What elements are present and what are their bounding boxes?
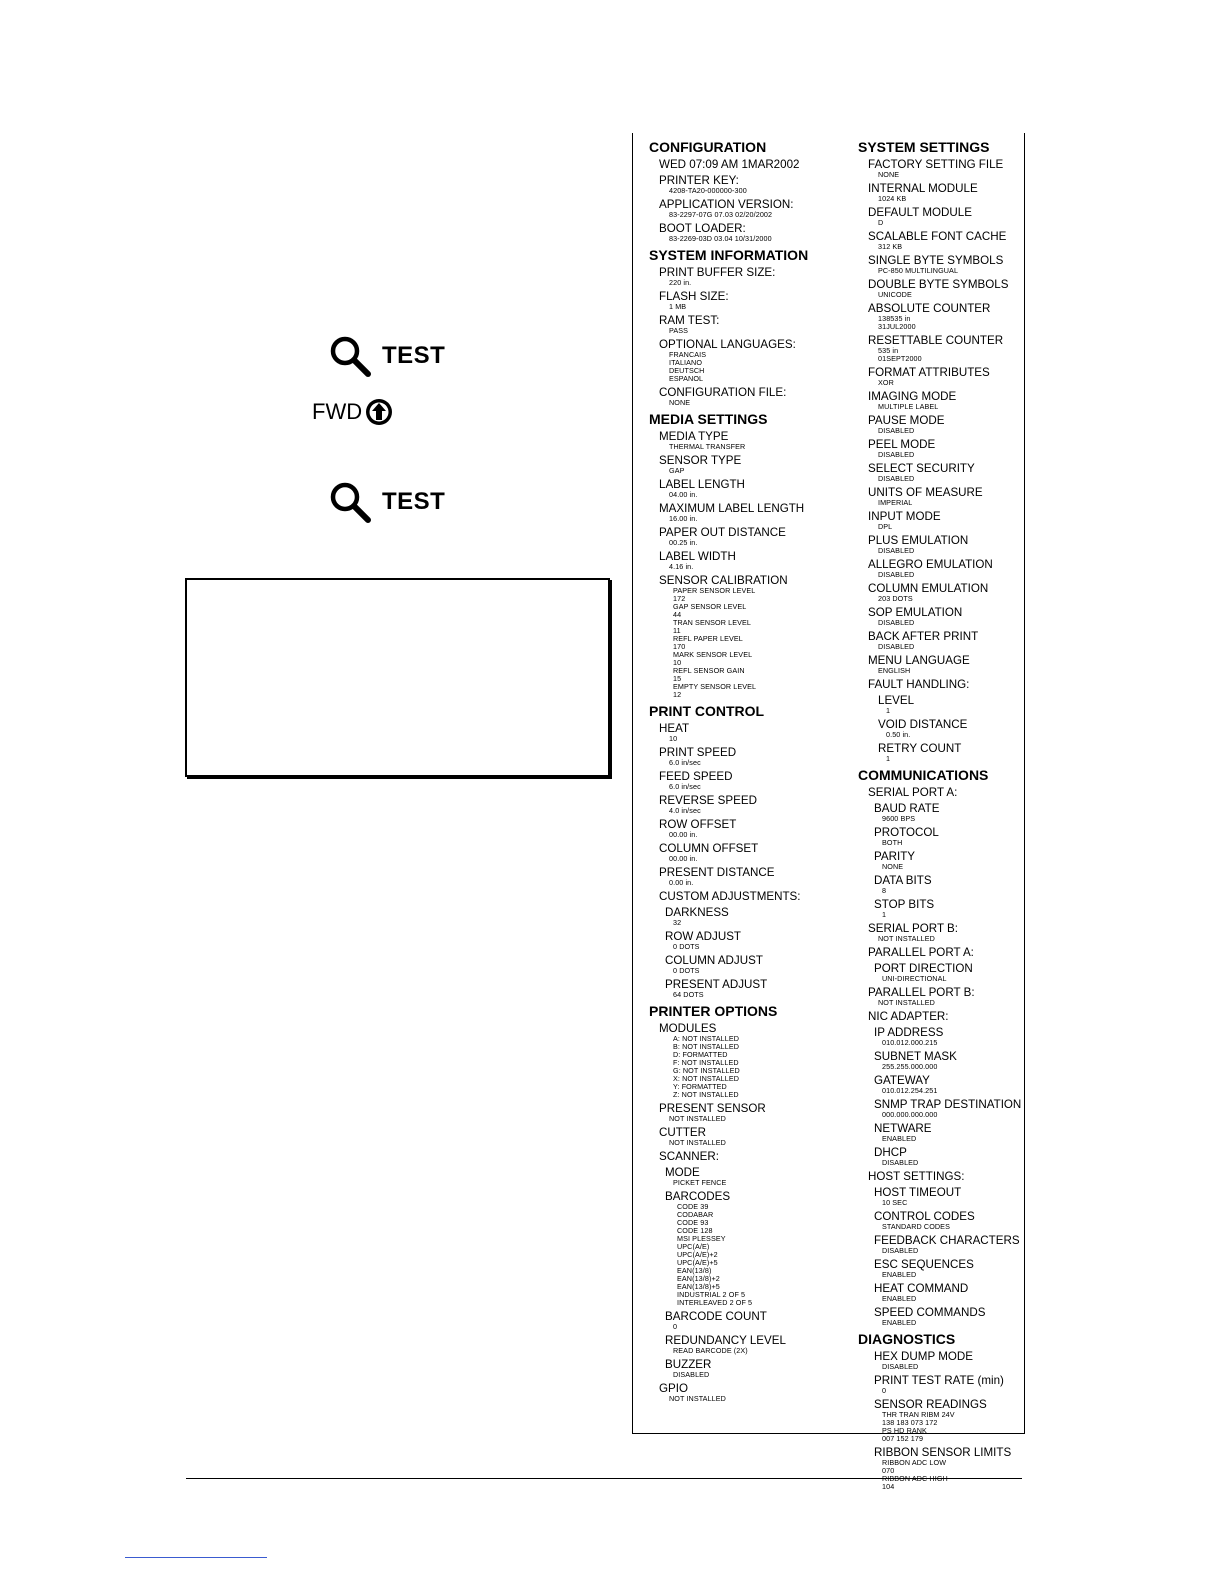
setting-value: 01SEPT2000	[878, 354, 922, 363]
setting-value: IMPERIAL	[878, 498, 913, 507]
setting-value: 535 in	[878, 346, 899, 355]
setting-value: 10	[673, 658, 682, 667]
setting-label: DHCP	[874, 1146, 907, 1159]
setting-label: FORMAT ATTRIBUTES	[868, 366, 990, 379]
setting-value: NOT INSTALLED	[669, 1138, 726, 1147]
setting-label: INTERNAL MODULE	[868, 182, 978, 195]
section-heading: COMMUNICATIONS	[858, 767, 989, 783]
setting-value: 172	[673, 594, 686, 603]
setting-label: RETRY COUNT	[878, 742, 962, 755]
section-heading: DIAGNOSTICS	[858, 1331, 956, 1347]
setting-label: PRESENT SENSOR	[659, 1102, 766, 1115]
setting-value: 16.00 in.	[669, 514, 698, 523]
setting-value: Y: FORMATTED	[673, 1082, 727, 1091]
setting-value: NONE	[669, 398, 691, 407]
setting-value: STANDARD CODES	[882, 1222, 950, 1231]
setting-value: EAN(13/8)+2	[677, 1274, 720, 1283]
setting-value: F: NOT INSTALLED	[673, 1058, 739, 1067]
section-heading: MEDIA SETTINGS	[649, 411, 768, 427]
setting-value: UNI-DIRECTIONAL	[882, 974, 947, 983]
setting-value: READ BARCODE (2X)	[673, 1346, 748, 1355]
setting-value: REFL SENSOR GAIN	[673, 666, 745, 675]
setting-value: 4.16 in.	[669, 562, 694, 571]
setting-value: NOT INSTALLED	[669, 1394, 726, 1403]
test-key-row-2	[328, 480, 445, 524]
setting-label: SCANNER:	[659, 1150, 719, 1163]
setting-label: BARCODE COUNT	[665, 1310, 767, 1323]
setting-label: NETWARE	[874, 1122, 932, 1135]
setting-value: 32	[673, 918, 682, 927]
setting-value: 070	[882, 1466, 895, 1475]
section-heading: CONFIGURATION	[649, 139, 767, 155]
setting-label: SOP EMULATION	[868, 606, 963, 619]
setting-value: 203 DOTS	[878, 594, 913, 603]
setting-value: CODE 93	[677, 1218, 709, 1227]
setting-label: HOST SETTINGS:	[868, 1170, 965, 1183]
setting-value: 04.00 in.	[669, 490, 698, 499]
setting-value: NOT INSTALLED	[669, 1114, 726, 1123]
setting-label: SERIAL PORT A:	[868, 786, 958, 799]
setting-value: FRANCAIS	[669, 350, 707, 359]
setting-label: MEDIA TYPE	[659, 430, 729, 443]
setting-label: SUBNET MASK	[874, 1050, 957, 1063]
setting-label: PROTOCOL	[874, 826, 939, 839]
setting-label: CONTROL CODES	[874, 1210, 975, 1223]
setting-value: CODE 39	[677, 1202, 709, 1211]
setting-value: MSI PLESSEY	[677, 1234, 726, 1243]
setting-value: NOT INSTALLED	[878, 934, 935, 943]
setting-label: CUTTER	[659, 1126, 707, 1139]
setting-value: 83-2269-03D 03.04 10/31/2000	[669, 234, 772, 243]
setting-label: UNITS OF MEASURE	[868, 486, 983, 499]
setting-label: DOUBLE BYTE SYMBOLS	[868, 278, 1009, 291]
setting-value: ITALIANO	[669, 358, 703, 367]
setting-label: MAXIMUM LABEL LENGTH	[659, 502, 805, 515]
setting-label: PRINT TEST RATE (min)	[874, 1374, 1004, 1387]
setting-label: RIBBON SENSOR LIMITS	[874, 1446, 1012, 1459]
setting-value: DISABLED	[878, 546, 915, 555]
setting-value: 83-2297-07G 07.03 02/20/2002	[669, 210, 773, 219]
setting-label: SCALABLE FONT CACHE	[868, 230, 1007, 243]
setting-value: ESPANOL	[669, 374, 704, 383]
setting-value: 12	[673, 690, 682, 699]
setting-label: STOP BITS	[874, 898, 935, 911]
setting-label: GPIO	[659, 1382, 688, 1395]
setting-value: RIBBON ADC HIGH	[882, 1474, 948, 1483]
setting-value: INTERLEAVED 2 OF 5	[677, 1298, 753, 1307]
setting-value: 15	[673, 674, 682, 683]
setting-value: 10	[669, 734, 678, 743]
printout-column-left	[649, 133, 839, 1403]
setting-label: FEEDBACK CHARACTERS	[874, 1234, 1020, 1247]
setting-value: DEUTSCH	[669, 366, 705, 375]
setting-value: ENABLED	[882, 1294, 917, 1303]
setting-label: COLUMN ADJUST	[665, 954, 763, 967]
setting-label: RESETTABLE COUNTER	[868, 334, 1004, 347]
setting-label: SELECT SECURITY	[868, 462, 975, 475]
test-key-row-1	[328, 334, 445, 378]
setting-value: DISABLED	[878, 570, 915, 579]
setting-label: SENSOR TYPE	[659, 454, 742, 467]
setting-label: VOID DISTANCE	[878, 718, 968, 731]
section-heading: SYSTEM INFORMATION	[649, 247, 809, 263]
setting-value: DISABLED	[882, 1362, 919, 1371]
setting-value: 44	[673, 610, 682, 619]
setting-value: 1	[882, 910, 887, 919]
setting-value: DPL	[878, 522, 893, 531]
setting-value: 010.012.254.251	[882, 1086, 938, 1095]
section-heading: PRINTER OPTIONS	[649, 1003, 778, 1019]
setting-value: CODE 128	[677, 1226, 713, 1235]
setting-label: BUZZER	[665, 1358, 712, 1371]
setting-value: 00.25 in.	[669, 538, 698, 547]
setting-value: REFL PAPER LEVEL	[673, 634, 743, 643]
setting-label: REDUNDANCY LEVEL	[665, 1334, 786, 1347]
setting-label: FLASH SIZE:	[659, 290, 729, 303]
setting-value: GAP SENSOR LEVEL	[673, 602, 747, 611]
setting-label: DEFAULT MODULE	[868, 206, 972, 219]
setting-value: UPC(A/E)+2	[677, 1250, 718, 1259]
setting-label: FACTORY SETTING FILE	[868, 158, 1004, 171]
setting-value: MARK SENSOR LEVEL	[673, 650, 753, 659]
setting-label: DATA BITS	[874, 874, 932, 887]
setting-label: SENSOR CALIBRATION	[659, 574, 788, 587]
setting-value: MULTIPLE LABEL	[878, 402, 939, 411]
setting-label: BARCODES	[665, 1190, 731, 1203]
setting-value: GAP	[669, 466, 685, 475]
setting-value: 9600 BPS	[882, 814, 916, 823]
setting-value: A: NOT INSTALLED	[673, 1034, 740, 1043]
setting-value: 0 DOTS	[673, 966, 700, 975]
setting-label: BAUD RATE	[874, 802, 940, 815]
setting-value: 4208-TA20-000000-300	[669, 186, 747, 195]
setting-value: 4.0 in/sec	[669, 806, 701, 815]
setting-label: HOST TIMEOUT	[874, 1186, 962, 1199]
setting-label: IMAGING MODE	[868, 390, 957, 403]
setting-label: NIC ADAPTER:	[868, 1010, 949, 1023]
setting-label: SERIAL PORT B:	[868, 922, 958, 935]
setting-value: D: FORMATTED	[673, 1050, 728, 1059]
setting-value: EMPTY SENSOR LEVEL	[673, 682, 757, 691]
setting-value: 0.50 in.	[886, 730, 911, 739]
setting-label: LABEL WIDTH	[659, 550, 736, 563]
setting-value: DISABLED	[878, 642, 915, 651]
setting-value: THERMAL TRANSFER	[669, 442, 746, 451]
setting-label: PRESENT ADJUST	[665, 978, 768, 991]
setting-label: CUSTOM ADJUSTMENTS:	[659, 890, 801, 903]
setting-label: FEED SPEED	[659, 770, 733, 783]
setting-label: APPLICATION VERSION:	[659, 198, 794, 211]
setting-value: 220 in.	[669, 278, 692, 287]
setting-label: REVERSE SPEED	[659, 794, 757, 807]
setting-label: MODE	[665, 1166, 700, 1179]
setting-value: 170	[673, 642, 686, 651]
setting-label: MENU LANGUAGE	[868, 654, 970, 667]
setting-value: B: NOT INSTALLED	[673, 1042, 740, 1051]
setting-value: 0.00 in.	[669, 878, 694, 887]
setting-value: 00.00 in.	[669, 854, 698, 863]
setting-value: 138 183 073 172	[882, 1418, 938, 1427]
setting-label: SINGLE BYTE SYMBOLS	[868, 254, 1004, 267]
section-heading: SYSTEM SETTINGS	[858, 139, 990, 155]
setting-label: PARITY	[874, 850, 916, 863]
setting-label: ROW OFFSET	[659, 818, 737, 831]
setting-label: GATEWAY	[874, 1074, 930, 1087]
printout-column-right	[858, 133, 1023, 1491]
setting-label: PARALLEL PORT B:	[868, 986, 975, 999]
setting-value: INDUSTRIAL 2 OF 5	[677, 1290, 746, 1299]
setting-value: 11	[673, 626, 681, 635]
setting-value: 31JUL2000	[878, 322, 916, 331]
setting-label: PRINT SPEED	[659, 746, 737, 759]
setting-label: INPUT MODE	[868, 510, 941, 523]
setting-value: 1	[886, 706, 891, 715]
note-box	[185, 578, 610, 777]
up-arrow-circle-icon	[364, 397, 394, 427]
setting-label: HEX DUMP MODE	[874, 1350, 973, 1363]
setting-value: 6.0 in/sec	[669, 782, 701, 791]
setting-value: 8	[882, 886, 887, 895]
magnifier-icon	[328, 480, 372, 524]
setting-value: 010.012.000.215	[882, 1038, 938, 1047]
setting-value: 007 152 179	[882, 1434, 924, 1443]
setting-value: 0 DOTS	[673, 942, 700, 951]
setting-label: SENSOR READINGS	[874, 1398, 987, 1411]
setting-value: 104	[882, 1482, 895, 1491]
setting-value: ENABLED	[882, 1318, 917, 1327]
setting-value: ENGLISH	[878, 666, 911, 675]
setting-label: LABEL LENGTH	[659, 478, 745, 491]
setting-label: MODULES	[659, 1022, 717, 1035]
setting-value: 255.255.000.000	[882, 1062, 938, 1071]
setting-value: 00.00 in.	[669, 830, 698, 839]
setting-value: 138535 in	[878, 314, 911, 323]
setting-value: DISABLED	[673, 1370, 710, 1379]
setting-label: LEVEL	[878, 694, 915, 707]
setting-label: HEAT	[659, 722, 690, 735]
setting-value: CODABAR	[677, 1210, 714, 1219]
section-heading: PRINT CONTROL	[649, 703, 765, 719]
setting-value: UPC(A/E)+5	[677, 1258, 718, 1267]
setting-label: PAPER OUT DISTANCE	[659, 526, 786, 539]
setting-value: 0	[673, 1322, 678, 1331]
setting-value: 0	[882, 1386, 887, 1395]
setting-label: PRESENT DISTANCE	[659, 866, 775, 879]
setting-label: BACK AFTER PRINT	[868, 630, 979, 643]
fwd-key-row	[312, 397, 394, 427]
setting-value: DISABLED	[878, 450, 915, 459]
footer-link-underline	[125, 1557, 267, 1558]
setting-value: DISABLED	[882, 1246, 919, 1255]
setting-label: DARKNESS	[665, 906, 729, 919]
magnifier-icon	[328, 334, 372, 378]
setting-value: RIBBON ADC LOW	[882, 1458, 947, 1467]
setting-value: 312 KB	[878, 242, 903, 251]
setting-label: IP ADDRESS	[874, 1026, 944, 1039]
setting-value: DISABLED	[882, 1158, 919, 1167]
setting-label: PAUSE MODE	[868, 414, 945, 427]
setting-label: COLUMN EMULATION	[868, 582, 989, 595]
test-key-label: TEST	[382, 488, 446, 515]
setting-value: 10 SEC	[882, 1198, 908, 1207]
configuration-printout	[632, 133, 1025, 1491]
setting-label: OPTIONAL LANGUAGES:	[659, 338, 796, 351]
setting-label: PRINT BUFFER SIZE:	[659, 266, 776, 279]
setting-value: D	[878, 218, 884, 227]
setting-value: BOTH	[882, 838, 903, 847]
setting-value: 64 DOTS	[673, 990, 704, 999]
setting-label: WED 07:09 AM 1MAR2002	[659, 158, 800, 171]
setting-label: PLUS EMULATION	[868, 534, 969, 547]
setting-value: 1	[886, 754, 891, 763]
setting-label: ESC SEQUENCES	[874, 1258, 974, 1271]
setting-label: SPEED COMMANDS	[874, 1306, 986, 1319]
setting-label: ALLEGRO EMULATION	[868, 558, 993, 571]
setting-label: ABSOLUTE COUNTER	[868, 302, 991, 315]
setting-label: CONFIGURATION FILE:	[659, 386, 787, 399]
setting-label: ROW ADJUST	[665, 930, 742, 943]
setting-value: G: NOT INSTALLED	[673, 1066, 740, 1075]
setting-label: COLUMN OFFSET	[659, 842, 759, 855]
setting-value: TRAN SENSOR LEVEL	[673, 618, 751, 627]
setting-label: PORT DIRECTION	[874, 962, 973, 975]
footer-rule	[186, 1478, 1022, 1479]
setting-value: EAN(13/8)	[677, 1266, 712, 1275]
setting-value: ENABLED	[882, 1134, 917, 1143]
setting-label: FAULT HANDLING:	[868, 678, 970, 691]
setting-value: DISABLED	[878, 474, 915, 483]
setting-label: PRINTER KEY:	[659, 174, 739, 187]
setting-value: DISABLED	[878, 618, 915, 627]
setting-value: UPC(A/E)	[677, 1242, 710, 1251]
setting-value: NONE	[882, 862, 904, 871]
setting-value: 1 MB	[669, 302, 687, 311]
setting-value: X: NOT INSTALLED	[673, 1074, 740, 1083]
setting-value: NONE	[878, 170, 900, 179]
setting-value: 1024 KB	[878, 194, 907, 203]
setting-value: PC-850 MULTILINGUAL	[878, 266, 959, 275]
setting-value: XOR	[878, 378, 894, 387]
setting-label: HEAT COMMAND	[874, 1282, 969, 1295]
setting-value: Z: NOT INSTALLED	[673, 1090, 739, 1099]
fwd-key-label: FWD	[312, 399, 363, 424]
setting-value: EAN(13/8)+5	[677, 1282, 720, 1291]
setting-value: 000.000.000.000	[882, 1110, 938, 1119]
setting-value: PAPER SENSOR LEVEL	[673, 586, 756, 595]
setting-value: 6.0 in/sec	[669, 758, 701, 767]
setting-label: PEEL MODE	[868, 438, 936, 451]
setting-value: PS HD RANK	[882, 1426, 927, 1435]
setting-label: PARALLEL PORT A:	[868, 946, 974, 959]
setting-label: RAM TEST:	[659, 314, 720, 327]
setting-value: ENABLED	[882, 1270, 917, 1279]
setting-label: BOOT LOADER:	[659, 222, 746, 235]
setting-value: UNICODE	[878, 290, 912, 299]
setting-label: SNMP TRAP DESTINATION	[874, 1098, 1022, 1111]
test-key-label: TEST	[382, 342, 446, 369]
setting-value: DISABLED	[878, 426, 915, 435]
setting-value: NOT INSTALLED	[878, 998, 935, 1007]
setting-value: THR TRAN RIBM 24V	[882, 1410, 955, 1419]
setting-value: PASS	[669, 326, 689, 335]
setting-value: PICKET FENCE	[673, 1178, 727, 1187]
